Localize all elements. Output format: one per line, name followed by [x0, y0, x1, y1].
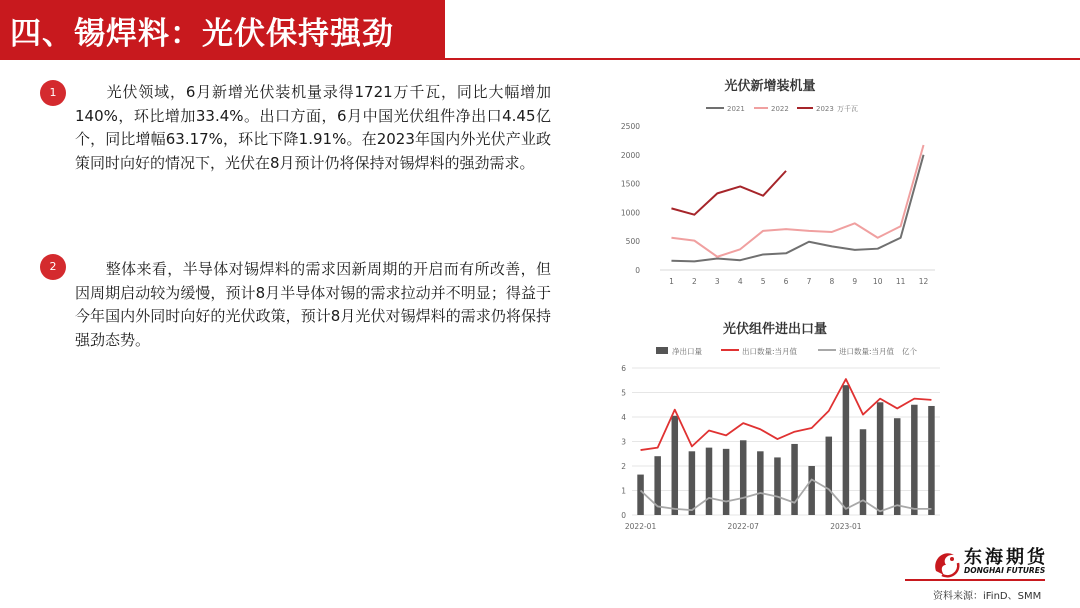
chart1-unit: 万千瓦 [837, 105, 858, 113]
chart1-x-tick-label: 10 [872, 277, 883, 286]
chart1-x-tick-label: 1 [669, 277, 674, 286]
chart2-bar-net-export [808, 466, 815, 515]
chart1-y-tick-label: 2500 [620, 122, 640, 131]
chart2-legend-export: 出口数量:当月值 [742, 347, 798, 356]
chart2-legend-import: 进口数量:当月值 [839, 347, 895, 356]
installed-capacity-chart [600, 68, 945, 298]
chart2-legend [656, 346, 917, 356]
chart1-legend-2021: 2021 [727, 105, 745, 113]
chart1-y-tick-label: 1500 [620, 179, 640, 189]
chart1-y-tick-label: 1000 [620, 208, 640, 218]
chart1-y-tick-label: 500 [625, 237, 640, 247]
chart2-y-tick-label: 6 [621, 364, 626, 373]
chart2-y-tick-label: 2 [621, 462, 626, 471]
chart2-unit: 亿个 [902, 347, 917, 356]
data-source: 资料来源：iFinD、SMM [933, 591, 1042, 602]
paragraph-2: 整体来看，半导体对锡焊料的需求因新周期的开启而有所改善，但因周期启动较为缓慢，预计8月半导体对锡的需求拉动并不明显；得益于今年国内外同时向好的光伏政策，预计8月光伏对锡焊料的需求仍将保持强劲态势。 [75, 260, 551, 349]
page-title: 四、锡焊料：光伏保持强劲 [10, 16, 394, 52]
title-underline [0, 58, 1080, 60]
chart1-legend [706, 104, 858, 113]
chart2-line-import [641, 479, 932, 511]
chart1-series-2021 [671, 155, 923, 262]
chart2-bar-net-export [723, 449, 730, 515]
chart2-bar-net-export [843, 385, 850, 515]
chart2-y-tick-label: 3 [621, 437, 626, 447]
chart2-y-tick-label: 0 [621, 511, 626, 520]
chart1-x-tick-label: 2 [691, 277, 697, 286]
chart1-x-tick-label: 3 [714, 277, 720, 286]
chart2-bar-net-export [740, 440, 747, 515]
footer-red-line [905, 579, 1045, 581]
chart2-bar-net-export [774, 457, 781, 515]
chart1-y-tick-label: 2000 [620, 150, 640, 160]
chart2-bar-net-export [894, 418, 901, 515]
chart2-bar-net-export [911, 405, 918, 515]
chart1-x-tick-label: 5 [760, 277, 766, 286]
chart2-bar-net-export [928, 406, 935, 515]
chart2-bar-net-export [757, 451, 764, 515]
chart1-x-tick-label: 11 [895, 277, 906, 286]
paragraph-1: 光伏领域，6月新增光伏装机量录得1721万千瓦，同比大幅增加140%，环比增加33.4%。出口方面，6月中国光伏组件净出口4.45亿个，同比增幅63.17%，环比下降1.91%。在2023年国内外光伏产业政策同时向好的情况下，光伏在8月预计仍将保持对锡焊料的强劲需求。 [75, 83, 551, 172]
chart1-x-tick-label: 12 [918, 277, 929, 286]
chart2-bar-net-export [877, 402, 884, 515]
chart2-bar-net-export [689, 451, 696, 515]
logo-english-name: DONGHAI FUTURES [964, 566, 1046, 575]
module-import-export-chart [600, 318, 945, 538]
bullet-number-1: 1 [40, 80, 66, 106]
chart2-x-tick-label: 2022-07 [727, 522, 759, 531]
chart1-series-2023 [671, 171, 786, 215]
chart1-x-tick-label: 9 [852, 277, 858, 286]
chart1-x-tick-label: 4 [737, 277, 743, 286]
chart2-y-tick-label: 4 [621, 413, 626, 422]
bullet-number-2: 2 [40, 254, 66, 280]
chart2-line-export [641, 379, 932, 450]
chart2-x-tick-label: 2022-01 [624, 522, 657, 531]
chart2-bar-net-export [637, 475, 644, 515]
chart1-x-tick-label: 6 [783, 277, 789, 286]
chart1-y-tick-label: 0 [635, 266, 640, 275]
chart1-legend-2022: 2022 [771, 105, 789, 113]
chart1-x-tick-label: 8 [829, 277, 835, 286]
chart2-bar-net-export [791, 444, 798, 515]
chart2-title: 光伏组件进出口量 [722, 322, 828, 337]
chart2-bar-net-export [706, 448, 713, 515]
chart2-y-tick-label: 5 [621, 388, 626, 398]
chart1-x-tick-label: 7 [806, 277, 812, 286]
chart2-y-tick-label: 1 [621, 486, 626, 496]
logo-chinese-name: 东海期货 [964, 547, 1048, 568]
chart1-legend-2023: 2023 [816, 105, 834, 113]
chart2-x-tick-label: 2023-01 [830, 522, 862, 531]
chart2-legend-net-export: 净出口量 [672, 347, 702, 356]
chart2-bar-net-export [672, 416, 679, 515]
chart2-bar-net-export [826, 437, 833, 515]
chart1-title: 光伏新增装机量 [724, 79, 816, 94]
